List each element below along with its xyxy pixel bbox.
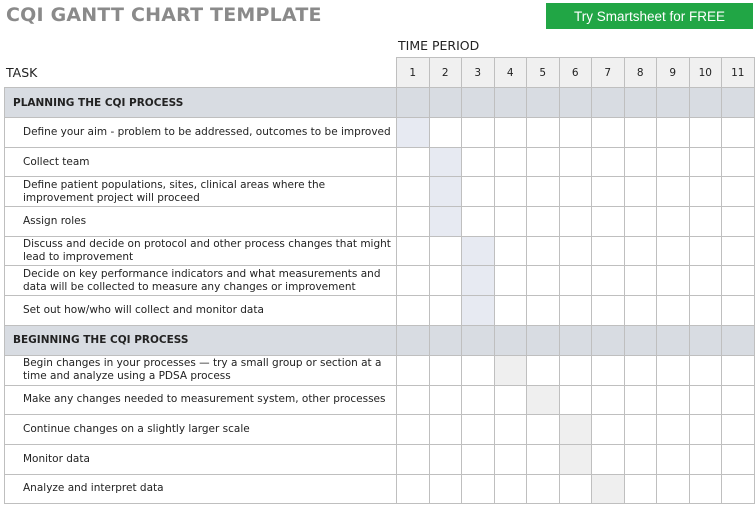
- section-period-cell: [657, 88, 690, 118]
- period-cell[interactable]: [592, 118, 625, 148]
- period-cell[interactable]: [527, 118, 560, 148]
- task-row: [5, 177, 755, 207]
- period-cell[interactable]: [527, 207, 560, 237]
- task-label[interactable]: Analyze and interpret data: [5, 474, 397, 504]
- task-label[interactable]: Discuss and decide on protocol and other process changes that might lead to improvement: [5, 236, 397, 266]
- section-period-cell: [494, 325, 527, 355]
- period-cell[interactable]: [722, 474, 755, 504]
- period-cell[interactable]: [397, 266, 430, 296]
- period-cell[interactable]: [527, 474, 560, 504]
- period-cell[interactable]: [462, 355, 495, 385]
- period-cell[interactable]: [689, 177, 722, 207]
- time-period-label: TIME PERIOD: [398, 38, 480, 53]
- section-period-cell: [397, 88, 430, 118]
- period-cell[interactable]: [559, 296, 592, 326]
- section-period-cell: [462, 88, 495, 118]
- period-cell[interactable]: [397, 385, 430, 415]
- period-cell[interactable]: [527, 177, 560, 207]
- period-cell[interactable]: [527, 147, 560, 177]
- period-cell[interactable]: [494, 444, 527, 474]
- period-cell[interactable]: [689, 296, 722, 326]
- task-row: [5, 355, 755, 385]
- period-cell[interactable]: [657, 236, 690, 266]
- period-cell[interactable]: [722, 444, 755, 474]
- task-label[interactable]: Monitor data: [5, 444, 397, 474]
- period-cell[interactable]: [462, 207, 495, 237]
- period-cell[interactable]: [559, 266, 592, 296]
- task-label[interactable]: Collect team: [5, 147, 397, 177]
- period-header-11: 11: [722, 58, 755, 88]
- period-header-2: 2: [429, 58, 462, 88]
- section-title: PLANNING THE CQI PROCESS: [5, 88, 397, 118]
- period-cell[interactable]: [624, 355, 657, 385]
- period-cell[interactable]: [462, 444, 495, 474]
- period-cell[interactable]: [429, 474, 462, 504]
- section-period-cell: [592, 88, 625, 118]
- section-period-cell: [722, 88, 755, 118]
- period-cell[interactable]: [429, 385, 462, 415]
- period-header-9: 9: [657, 58, 690, 88]
- period-cell[interactable]: [657, 266, 690, 296]
- period-cell[interactable]: [462, 415, 495, 445]
- period-cell[interactable]: [624, 266, 657, 296]
- period-cell[interactable]: [429, 266, 462, 296]
- section-period-cell: [624, 88, 657, 118]
- period-cell[interactable]: [527, 266, 560, 296]
- period-cell[interactable]: [722, 355, 755, 385]
- period-cell[interactable]: [657, 177, 690, 207]
- gantt-grid: [4, 57, 755, 504]
- period-cell[interactable]: [592, 177, 625, 207]
- section-period-cell: [722, 325, 755, 355]
- try-smartsheet-button[interactable]: Try Smartsheet for FREE: [546, 3, 753, 29]
- period-cell[interactable]: [429, 415, 462, 445]
- period-cell[interactable]: [559, 355, 592, 385]
- period-cell[interactable]: [397, 207, 430, 237]
- period-header-row: [5, 58, 755, 88]
- task-label[interactable]: Make any changes needed to measurement system, other processes: [5, 385, 397, 415]
- section-period-cell: [689, 325, 722, 355]
- period-cell[interactable]: [527, 444, 560, 474]
- section-row: [5, 88, 755, 118]
- section-period-cell: [527, 325, 560, 355]
- gantt-bar-cell[interactable]: [494, 355, 527, 385]
- period-cell[interactable]: [494, 207, 527, 237]
- period-cell[interactable]: [397, 177, 430, 207]
- period-cell[interactable]: [657, 474, 690, 504]
- period-cell[interactable]: [559, 177, 592, 207]
- gantt-bar-cell[interactable]: [559, 415, 592, 445]
- period-header-7: 7: [592, 58, 625, 88]
- period-cell[interactable]: [657, 296, 690, 326]
- section-period-cell: [494, 88, 527, 118]
- period-cell[interactable]: [592, 385, 625, 415]
- task-row: [5, 147, 755, 177]
- task-column-label: TASK: [6, 65, 38, 80]
- period-cell[interactable]: [722, 415, 755, 445]
- period-cell[interactable]: [429, 296, 462, 326]
- period-cell[interactable]: [657, 118, 690, 148]
- period-cell[interactable]: [722, 266, 755, 296]
- period-cell[interactable]: [494, 147, 527, 177]
- period-cell[interactable]: [429, 118, 462, 148]
- period-cell[interactable]: [722, 296, 755, 326]
- gantt-bar-cell[interactable]: [429, 147, 462, 177]
- period-header-6: 6: [559, 58, 592, 88]
- page-title: CQI GANTT CHART TEMPLATE: [6, 4, 322, 26]
- period-cell[interactable]: [624, 236, 657, 266]
- period-cell[interactable]: [722, 385, 755, 415]
- task-row: [5, 266, 755, 296]
- period-cell[interactable]: [494, 415, 527, 445]
- section-period-cell: [429, 325, 462, 355]
- period-cell[interactable]: [462, 147, 495, 177]
- period-cell[interactable]: [527, 355, 560, 385]
- period-header-5: 5: [527, 58, 560, 88]
- task-label[interactable]: Assign roles: [5, 207, 397, 237]
- period-cell[interactable]: [397, 415, 430, 445]
- section-period-cell: [559, 325, 592, 355]
- section-period-cell: [527, 88, 560, 118]
- period-cell[interactable]: [657, 415, 690, 445]
- period-cell[interactable]: [689, 355, 722, 385]
- period-cell[interactable]: [689, 474, 722, 504]
- period-cell[interactable]: [494, 296, 527, 326]
- period-cell[interactable]: [624, 207, 657, 237]
- task-header-cell: [5, 58, 397, 88]
- period-cell[interactable]: [592, 236, 625, 266]
- section-title: BEGINNING THE CQI PROCESS: [5, 325, 397, 355]
- section-row: [5, 325, 755, 355]
- period-cell[interactable]: [494, 177, 527, 207]
- period-cell[interactable]: [494, 385, 527, 415]
- period-cell[interactable]: [722, 236, 755, 266]
- section-period-cell: [624, 325, 657, 355]
- task-label[interactable]: Define patient populations, sites, clinical areas where the improvement project will proceed: [5, 177, 397, 207]
- period-cell[interactable]: [592, 266, 625, 296]
- period-cell[interactable]: [592, 147, 625, 177]
- task-label[interactable]: Decide on key performance indicators and what measurements and data will be collected to measure any changes or improvement: [5, 266, 397, 296]
- period-cell[interactable]: [624, 415, 657, 445]
- task-row: [5, 296, 755, 326]
- period-cell[interactable]: [462, 118, 495, 148]
- task-label[interactable]: Begin changes in your processes — try a small group or section at a time and analyze using a PDSA process: [5, 355, 397, 385]
- period-cell[interactable]: [559, 207, 592, 237]
- section-period-cell: [397, 325, 430, 355]
- period-cell[interactable]: [624, 118, 657, 148]
- gantt-bar-cell[interactable]: [429, 207, 462, 237]
- period-cell[interactable]: [624, 296, 657, 326]
- period-cell[interactable]: [624, 444, 657, 474]
- task-row: [5, 118, 755, 148]
- task-row: [5, 236, 755, 266]
- period-cell[interactable]: [397, 355, 430, 385]
- task-row: [5, 415, 755, 445]
- task-row: [5, 207, 755, 237]
- period-cell[interactable]: [689, 207, 722, 237]
- period-cell[interactable]: [494, 118, 527, 148]
- period-header-10: 10: [689, 58, 722, 88]
- period-cell[interactable]: [397, 147, 430, 177]
- period-cell[interactable]: [527, 415, 560, 445]
- period-cell[interactable]: [592, 444, 625, 474]
- period-cell[interactable]: [657, 355, 690, 385]
- period-cell[interactable]: [397, 474, 430, 504]
- gantt-bar-cell[interactable]: [462, 266, 495, 296]
- period-cell[interactable]: [657, 385, 690, 415]
- period-cell[interactable]: [397, 236, 430, 266]
- period-cell[interactable]: [689, 147, 722, 177]
- period-cell[interactable]: [689, 444, 722, 474]
- gantt-bar-cell[interactable]: [462, 236, 495, 266]
- period-cell[interactable]: [429, 444, 462, 474]
- period-cell[interactable]: [429, 236, 462, 266]
- gantt-bar-cell[interactable]: [429, 177, 462, 207]
- period-cell[interactable]: [429, 355, 462, 385]
- period-cell[interactable]: [592, 296, 625, 326]
- period-cell[interactable]: [527, 296, 560, 326]
- section-period-cell: [592, 325, 625, 355]
- period-cell[interactable]: [689, 385, 722, 415]
- section-period-cell: [462, 325, 495, 355]
- period-header-3: 3: [462, 58, 495, 88]
- gantt-bar-cell[interactable]: [527, 385, 560, 415]
- period-cell[interactable]: [722, 207, 755, 237]
- section-period-cell: [429, 88, 462, 118]
- period-cell[interactable]: [559, 236, 592, 266]
- period-header-8: 8: [624, 58, 657, 88]
- gantt-bar-cell[interactable]: [462, 296, 495, 326]
- gantt-bar-cell[interactable]: [592, 474, 625, 504]
- period-cell[interactable]: [592, 355, 625, 385]
- period-cell[interactable]: [689, 266, 722, 296]
- period-cell[interactable]: [689, 415, 722, 445]
- period-cell[interactable]: [592, 415, 625, 445]
- period-cell[interactable]: [462, 177, 495, 207]
- task-row: [5, 474, 755, 504]
- period-cell[interactable]: [397, 444, 430, 474]
- period-cell[interactable]: [624, 177, 657, 207]
- period-cell[interactable]: [559, 474, 592, 504]
- period-header-4: 4: [494, 58, 527, 88]
- period-cell[interactable]: [722, 177, 755, 207]
- period-header-1: 1: [397, 58, 430, 88]
- period-cell[interactable]: [722, 118, 755, 148]
- period-cell[interactable]: [689, 236, 722, 266]
- period-cell[interactable]: [689, 118, 722, 148]
- task-row: [5, 444, 755, 474]
- period-cell[interactable]: [592, 207, 625, 237]
- period-cell[interactable]: [559, 147, 592, 177]
- section-period-cell: [689, 88, 722, 118]
- period-cell[interactable]: [657, 444, 690, 474]
- period-cell[interactable]: [624, 147, 657, 177]
- period-cell[interactable]: [624, 474, 657, 504]
- gantt-bar-cell[interactable]: [397, 118, 430, 148]
- period-cell[interactable]: [624, 385, 657, 415]
- task-label[interactable]: Define your aim - problem to be addressed, outcomes to be improved: [5, 118, 397, 148]
- period-cell[interactable]: [527, 236, 560, 266]
- task-label[interactable]: Continue changes on a slightly larger scale: [5, 415, 397, 445]
- section-period-cell: [657, 325, 690, 355]
- period-cell[interactable]: [397, 296, 430, 326]
- period-cell[interactable]: [494, 236, 527, 266]
- period-cell[interactable]: [494, 266, 527, 296]
- period-cell[interactable]: [722, 147, 755, 177]
- period-cell[interactable]: [559, 385, 592, 415]
- task-row: [5, 385, 755, 415]
- section-period-cell: [559, 88, 592, 118]
- period-cell[interactable]: [657, 147, 690, 177]
- period-cell[interactable]: [657, 207, 690, 237]
- task-label[interactable]: Set out how/who will collect and monitor data: [5, 296, 397, 326]
- period-cell[interactable]: [462, 474, 495, 504]
- gantt-bar-cell[interactable]: [559, 444, 592, 474]
- period-cell[interactable]: [559, 118, 592, 148]
- period-cell[interactable]: [494, 474, 527, 504]
- period-cell[interactable]: [462, 385, 495, 415]
